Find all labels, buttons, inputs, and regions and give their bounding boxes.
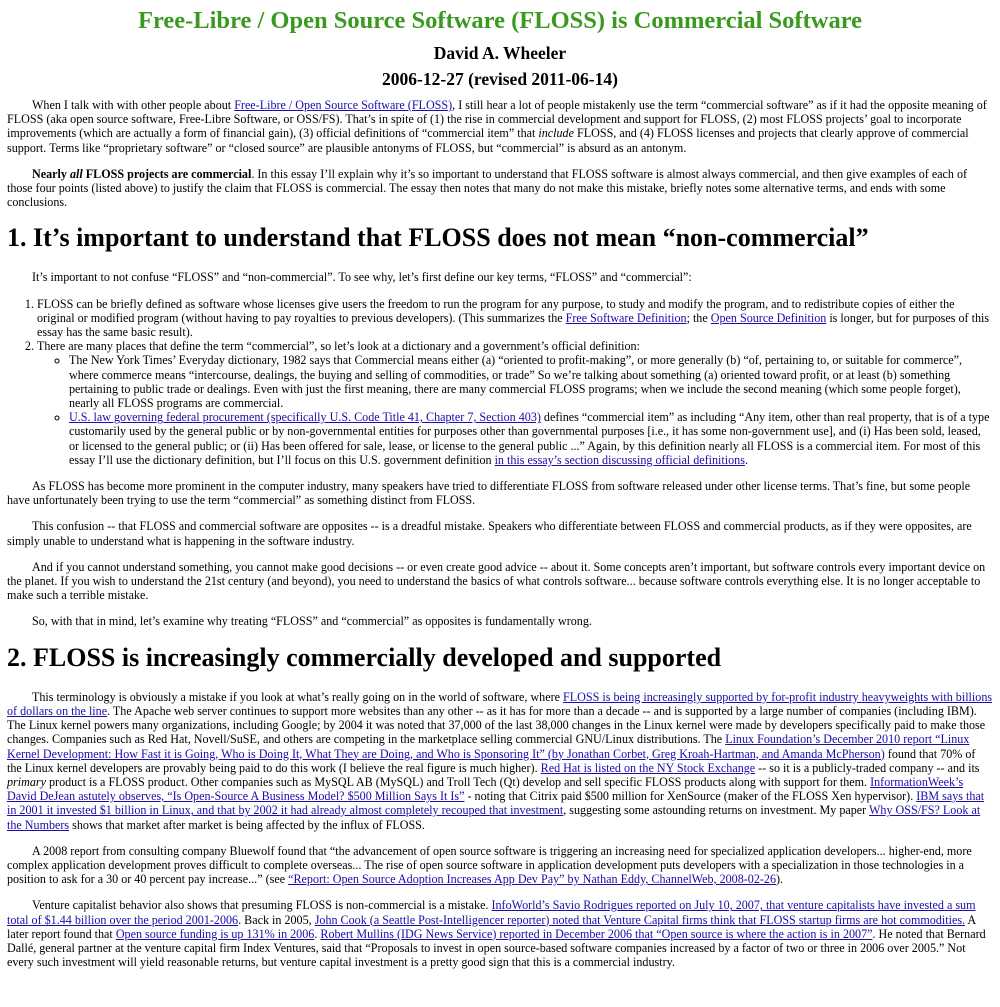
publication-date: 2006-12-27 (revised 2011-06-14) [382,69,618,89]
ibm-investment-link[interactable]: IBM says that in 2001 it invested $1 billion in Linux, and that by 2002 it had already almost completely recouped that investment [7,789,985,818]
text: , I still hear a lot of people mistakenly use the term “commercial software” as if it had the opposite meaning of FLOSS (aka open source software, Free-Libre Software, or OSS/FS). That’s in spite of (1) the rise in commercial development and support for FLOSS, (2) most FLOSS projects’ goal to incorporate improvements (which are actually a form of financial gain), (3) official definitions of “commercial item” that [7,98,987,141]
section-1-heading: 1. It’s important to understand that FLOSS does not mean “non-commercial” [7,223,869,253]
definitions-list [7,297,993,467]
section-1-paragraph-4: And if you cannot understand something, you cannot make good decisions -- or even create good advice -- about it. Some concepts aren’t important, but software controls every important device on the planet. If you wish to understand the 21st century (and beyond), you need to understand the basics of what controls software... because software controls everything else. It is no longer acceptable to make such a terrible mistake. [7,559,986,603]
why-oss-link[interactable]: Why OSS/FS? Look at the Numbers [7,803,981,832]
text: FLOSS, and (4) FLOSS licenses and projects that clearly approve of commercial support. Terms like “proprietary software” or “closed source” are plausible antonyms of FLOSS, but “commercial” is absurd as an antonym. [7,126,969,155]
section-2-heading: 2. FLOSS is increasingly commercially developed and supported [7,642,722,672]
text: . In this essay I’ll explain why it’s so important to understand that FLOSS software is almost always commercial, and then give examples of each of those four points (listed above) to justify the claim that FLOSS is commercial. The essay then notes that many do not make this mistake, briefly notes some alternative terms, and ends with some conclusions. [7,166,968,210]
sub-list-item: ◦ The New York Times’ Everyday dictionary, 1982 says that Commercial means either (a) “oriented to profit-making”, or more generally (b) “of, pertaining to, or suitable for commerce”, where commerce means “intercourse, dealings, the buying and selling of commodities, or trade” So we’re talking about something (a) oriented toward profit, or at least (b) something pertaining to public trade or dealings. Even with just the first meaning, there are many commercial FLOSS programs; when we include the second meaning (which some people forget), nearly all FLOSS programs are commercial. [69,353,993,410]
sub-list-item: ◦ U.S. law governing federal procurement (specifically U.S. Code Title 41, Chapter 7, Section 403) defines “commercial item” as including “Any item, other than real property, that is of a type customarily used by the general public or by non-governmental entities for purposes other than governmental purposes [i.e., it has some non-government use], and (i) Has been sold, leased, or licensed to the general public; or (ii) Has been offered for sale, lease, or license to the general public ...” Again, by this definition nearly all FLOSS is a commercial item. For most of this essay I’ll use the dictionary definition, but I’ll focus on this U.S. government definition in this essay’s section discussing official definitions. [69,410,993,467]
section-1-paragraph-3: This confusion -- that FLOSS and commercial software are opposites -- is a dreadful mistake. Speakers who differentiate between FLOSS and commercial products, as if they were opposites, are simply unable to understand what is happening in the software industry. [7,519,972,548]
industry-support-link[interactable]: FLOSS is being increasingly supported by for-profit industry heavyweights with billions of dollars on the line [7,689,993,718]
section-2-paragraph-3: Venture capitalist behavior also shows that presuming FLOSS is non-commercial is a mistake. InfoWorld’s Savio Rodrigues reported on July 10, 2007, that venture capitalists have invested a sum total of $1.44 billion over the period 2001-2006. Back in 2005, John Cook (a Seattle Post-Intelligencer reporter) noted that Venture Capital firms think that FLOSS startup firms are hot commodities. A later report found that Open source funding is up 131% in 2006. Robert Mullins (IDG News Service) reported in December 2006 that “Open source is where the action is in 2007”. He noted that Bernard Dallé, general partner at the venture capital firm Index Ventures, said that “Proposals to invest in open source-based software companies increased by a factor of two or three in 2006 over 2005.” Not every such investment will yield reasonable returns, but venture capital investment is a pretty good sign that this is a commercial industry. [7,898,986,970]
section-1-paragraph-1: It’s important to not confuse “FLOSS” and “non-commercial”. To see why, let’s first define our key terms, “FLOSS” and “commercial”: [32,270,692,285]
official-definitions-link[interactable]: in this essay’s section discussing official definitions [494,452,745,467]
intro-paragraph-1 [7,98,993,155]
bold-lead: Nearly all FLOSS projects are commercial [32,166,252,181]
emphasis: all [69,166,83,181]
open-source-funding-link[interactable]: Open source funding is up 131% in 2006 [115,926,315,941]
channelweb-report-link[interactable]: “Report: Open Source Adoption Increases App Dev Pay” by Nathan Eddy, ChannelWeb, 2008-02-26 [288,872,777,887]
floss-link[interactable]: Free-Libre / Open Source Software (FLOSS) [234,98,453,112]
page-title: Free-Libre / Open Source Software (FLOSS) is Commercial Software [137,7,863,34]
section-2-paragraph-2: A 2008 report from consulting company Bluewolf found that “the advancement of open source software is triggering an increasing need for specialized application developers... higher-end, more complex application development proves difficult to complete overseas... The rise of open source software in application development puts developers with a specialization in those technologies in a position to ask for a 30 or 40 percent pay increase...” (see “Report: Open Source Adoption Increases App Dev Pay” by Nathan Eddy, ChannelWeb, 2008-02-26). [7,843,972,887]
text: When I talk with with other people about [32,98,235,112]
author-name: David A. Wheeler [433,43,567,63]
john-cook-link[interactable]: John Cook (a Seattle Post-Intelligencer reporter) noted that Venture Capital firms think that FLOSS startup firms are hot commodities. [314,912,966,927]
red-hat-nyse-link[interactable]: Red Hat is listed on the NY Stock Exchange [540,760,756,775]
list-item: 1. FLOSS can be briefly defined as software whose licenses give users the freedom to run the program for any purpose, to study and modify the program, and to redistribute copies of either the original or modified program (without having to pay royalties to previous developers). (This summarizes the Free Software Definition; the Open Source Definition is longer, but for purposes of this essay has the same basic result). [37,297,993,340]
section-2-paragraph-1: This terminology is obviously a mistake if you look at what’s really going on in the world of software, where FLOSS is being increasingly supported by for-profit industry heavyweights with billions of dollars on the line. The Apache web server continues to support more websites than any other -- as it has for more than a decade -- and is supported by a large number of companies (including IBM). The Linux kernel powers many organizations, including Google; by 2004 it was noted that 37,000 of the last 38,000 changes in the Linux kernel were made by developers specifically paid to make those changes. Companies such as Red Hat, Novell/SuSE, and others are competing in the marketplace selling commercial GNU/Linux distributions. The Linux Foundation’s December 2010 report “Linux Kernel Development: How Fast it is Going, Who is Doing It, What They are Doing, and Who is Sponsoring It” (by Jonathan Corbet, Greg Kroah-Hartman, and Amanda McPherson) found that 70% of the Linux kernel developers are provably being paid to do this work (I believe the real figure is much higher). Red Hat is listed on the NY Stock Exchange -- so it is a publicly-traded company -- and its primary product is a FLOSS product. Other companies such as MySQL AB (MySQL) and Troll Tech (Qt) develop and sell specific FLOSS products along with support for them. InformationWeek’s David DeJean astutely observes, “Is Open-Source A Business Model? $500 Million Says It Is” - noting that Citrix paid $500 million for XenSource (maker of the FLOSS Xen hypervisor). IBM says that in 2001 it invested $1 billion in Linux, and that by 2002 it had already almost completely recouped that investment, suggesting some astounding returns on investment. My paper Why OSS/FS? Look at the Numbers shows that market after market is being affected by the influx of FLOSS. [7,689,993,832]
list-item: 2. There are many places that define the term “commercial”, so let’s look at a dictionary and a government’s official definition: ◦ The New York Times’ Everyday dictionary, 1982 says that Commercial means either (a) “oriented to profit-making”, or more generally (b) “of, pertaining to, or suitable for commerce”, where commerce means “intercourse, dealings, the buying and selling of commodities, or trade” So we’re talking about something (a) oriented toward profit, or at least (b) something pertaining to public trade or dealings. Even with just the first meaning, there are many commercial FLOSS programs; when we include the second meaning (which some people forget), nearly all FLOSS programs are commercial. ◦ U.S. law governing federal procurement (specifically U.S. Code Title 41, Chapter 7, Section 403) defines “commercial item” as including “Any item, other than real property, that is of a type customarily used by the general public or by non-governmental entities for purposes other than governmental purposes [i.e., it has some non-government use], and (i) Has been sold, leased, or licensed to the general public; or (ii) Has been offered for sale, lease, or license to the general public ...” Again, by this definition nearly all FLOSS is a commercial item. For most of this essay I’ll use the dictionary definition, but I’ll focus on this U.S. government definition in this essay’s section discussing official definitions. [37,339,993,467]
emphasis: include [538,126,574,141]
robert-mullins-link[interactable]: Robert Mullins (IDG News Service) reported in December 2006 that “Open source is where the action is in 2007” [320,926,873,941]
open-source-definition-link[interactable]: Open Source Definition [710,310,827,325]
us-law-link[interactable]: U.S. law governing federal procurement (specifically U.S. Code Title 41, Chapter 7, Section 403) [69,410,541,425]
free-software-definition-link[interactable]: Free Software Definition [565,310,687,325]
infoworld-link[interactable]: InfoWorld’s Savio Rodrigues reported on July 10, 2007, that venture capitalists have invested a sum total of $1.44 billion over the period 2001-2006 [7,898,976,927]
linux-foundation-report-link[interactable]: Linux Foundation’s December 2010 report “Linux Kernel Development: How Fast it is Going, Who is Doing It, What They are Doing, and Who is Sponsoring It” (by Jonathan Corbet, Greg Kroah-Hartman, and Amanda McPherson) [7,732,970,761]
intro-paragraph-2 [7,167,993,210]
informationweek-link[interactable]: InformationWeek’s David DeJean astutely observes, “Is Open-Source A Business Model? $500 Million Says It Is” [7,774,964,804]
emphasis: primary [7,774,46,789]
section-1-paragraph-5: So, with that in mind, let’s examine why treating “FLOSS” and “commercial” as opposites is fundamentally wrong. [32,614,592,629]
sub-list [37,353,993,467]
section-1-paragraph-2: As FLOSS has become more prominent in the computer industry, many speakers have tried to differentiate FLOSS from software released under other license terms. That’s fine, but some people have unfortunately been trying to use the term “commercial” as something distinct from FLOSS. [7,479,971,508]
